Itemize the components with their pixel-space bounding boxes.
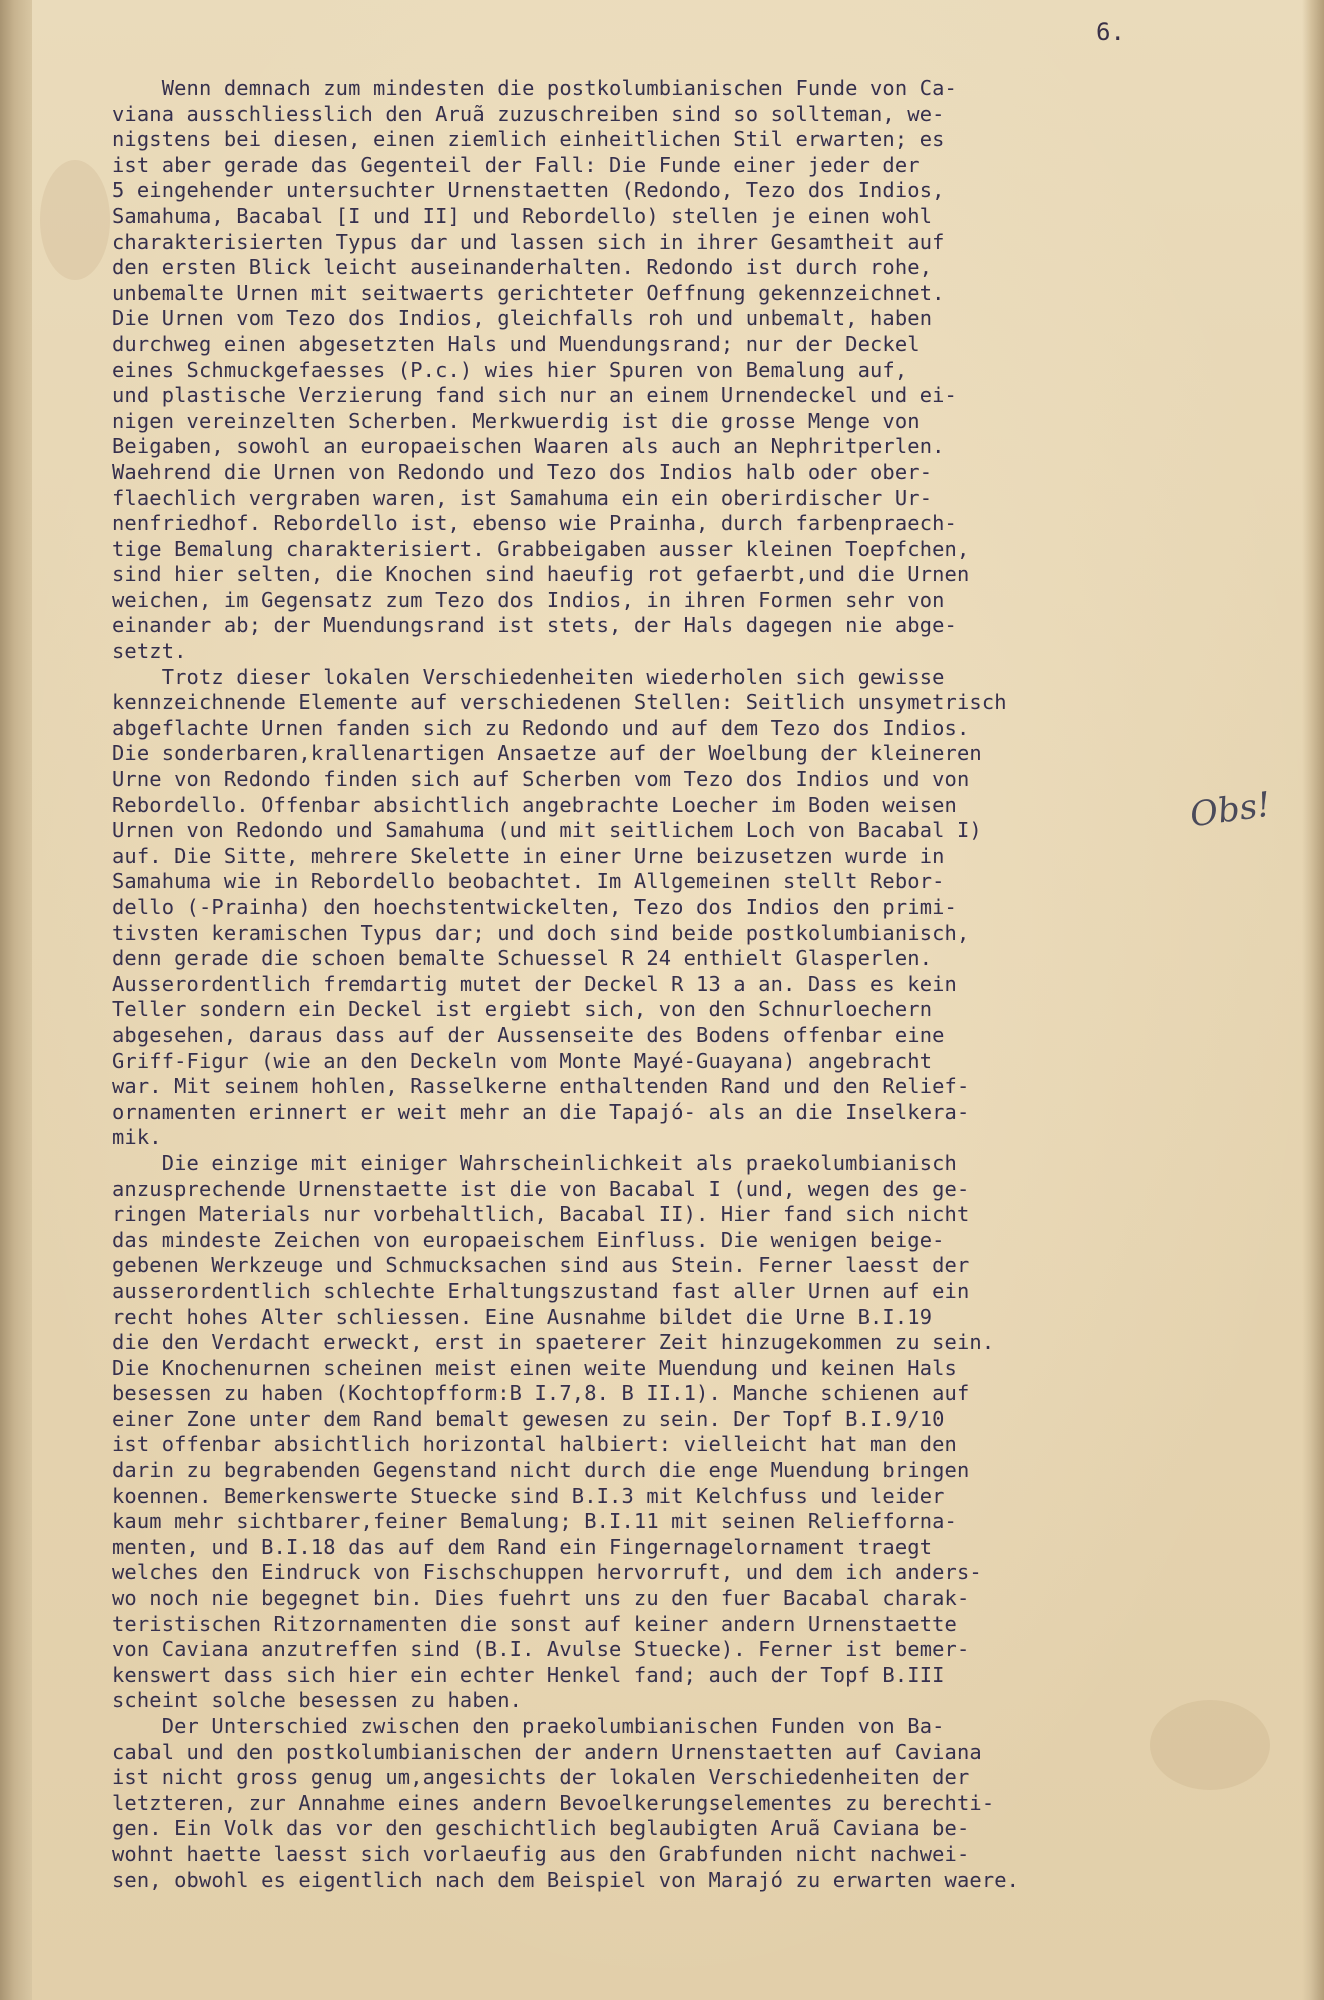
paper-stain: [40, 160, 110, 280]
text-line: mik.: [112, 1125, 162, 1150]
text-line: viana ausschliesslich den Aruã zuzuschreiben sind so sollteman, we-: [112, 101, 945, 126]
text-line: koennen. Bemerkenswerte Stuecke sind B.I.3 mit Kelchfuss und leider: [112, 1483, 945, 1508]
text-line: Ausserordentlich fremdartig mutet der Deckel R 13 a an. Dass es kein: [112, 971, 957, 996]
text-line: flaechlich vergraben waren, ist Samahuma ein ein oberirdischer Ur-: [112, 485, 933, 510]
text-line: einander ab; der Muendungsrand ist stets, der Hals dagegen nie abge-: [112, 613, 957, 638]
text-line: Waehrend die Urnen von Redondo und Tezo dos Indios halb oder ober-: [112, 459, 933, 484]
text-line: einer Zone unter dem Rand bemalt gewesen zu sein. Der Topf B.I.9/10: [112, 1406, 945, 1431]
text-line: den ersten Blick leicht auseinanderhalten. Redondo ist durch rohe,: [112, 255, 933, 280]
text-line: Teller sondern ein Deckel ist ergiebt sich, von den Schnurloechern: [112, 997, 933, 1022]
text-line: Die Knochenurnen scheinen meist einen weite Muendung und keinen Hals: [112, 1355, 957, 1380]
text-line: recht hohes Alter schliessen. Eine Ausnahme bildet die Urne B.I.19: [112, 1304, 933, 1329]
text-line: unbemalte Urnen mit seitwaerts gerichteter Oeffnung gekennzeichnet.: [112, 280, 945, 305]
text-line: gen. Ein Volk das vor den geschichtlich beglaubigten Aruã Caviana be-: [112, 1816, 970, 1841]
text-line: abgeflachte Urnen fanden sich zu Redondo und auf dem Tezo dos Indios.: [112, 715, 970, 740]
text-line: ist nicht gross genug um,angesichts der lokalen Verschiedenheiten der: [112, 1765, 970, 1790]
text-line: tige Bemalung charakterisiert. Grabbeigaben ausser kleinen Toepfchen,: [112, 536, 970, 561]
margin-note-handwritten: Obs!: [1187, 784, 1274, 836]
text-line: wo noch nie begegnet bin. Dies fuehrt uns zu den fuer Bacabal charak-: [112, 1586, 970, 1611]
text-line: tivsten keramischen Typus dar; und doch sind beide postkolumbianisch,: [112, 920, 970, 945]
text-line: ornamenten erinnert er weit mehr an die Tapajó- als an die Inselkera-: [112, 1099, 970, 1124]
text-line: cabal und den postkolumbianischen der andern Urnenstaetten auf Caviana: [112, 1739, 982, 1764]
page-left-edge: [0, 0, 32, 2000]
text-line: anzusprechende Urnenstaette ist die von Bacabal I (und, wegen des ge-: [112, 1176, 970, 1201]
text-line: nigen vereinzelten Scherben. Merkwuerdig ist die grosse Menge von: [112, 408, 920, 433]
text-line: Die einzige mit einiger Wahrscheinlichkeit als praekolumbianisch: [112, 1150, 957, 1175]
text-line: ringen Materials nur vorbehaltlich, Bacabal II). Hier fand sich nicht: [112, 1202, 970, 1227]
text-line: Urnen von Redondo und Samahuma (und mit seitlichem Loch von Bacabal I): [112, 818, 982, 843]
text-line: gebenen Werkzeuge und Schmucksachen sind aus Stein. Ferner laesst der: [112, 1253, 970, 1278]
text-line: scheint solche besessen zu haben.: [112, 1688, 523, 1713]
text-line: Urne von Redondo finden sich auf Scherben vom Tezo dos Indios und von: [112, 767, 970, 792]
text-line: 5 eingehender untersuchter Urnenstaetten (Redondo, Tezo dos Indios,: [112, 178, 945, 203]
text-line: die den Verdacht erweckt, erst in spaeterer Zeit hinzugekommen zu sein.: [112, 1330, 995, 1355]
body-text: [112, 76, 1242, 1893]
text-line: Samahuma, Bacabal [I und II] und Rebordello) stellen je einen wohl: [112, 203, 933, 228]
text-line: von Caviana anzutreffen sind (B.I. Avulse Stuecke). Ferner ist bemer-: [112, 1637, 970, 1662]
text-line: weichen, im Gegensatz zum Tezo dos Indios, in ihren Formen sehr von: [112, 587, 945, 612]
text-line: teristischen Ritzornamenten die sonst auf keiner andern Urnenstaette: [112, 1611, 957, 1636]
text-line: kaum mehr sichtbarer,feiner Bemalung; B.I.11 mit seinen Reliefforna-: [112, 1509, 957, 1534]
page-number: 6.: [1096, 18, 1125, 46]
text-line: wohnt haette laesst sich vorlaeufig aus den Grabfunden nicht nachwei-: [112, 1841, 970, 1866]
text-line: besessen zu haben (Kochtopfform:B I.7,8. B II.1). Manche schienen auf: [112, 1381, 970, 1406]
text-line: nigstens bei diesen, einen ziemlich einheitlichen Stil erwarten; es: [112, 127, 945, 152]
text-line: ist offenbar absichtlich horizontal halbiert: vielleicht hat man den: [112, 1432, 957, 1457]
text-line: kennzeichnende Elemente auf verschiedenen Stellen: Seitlich unsymetrisch: [112, 690, 1007, 715]
text-line: menten, und B.I.18 das auf dem Rand ein Fingernagelornament traegt: [112, 1534, 933, 1559]
text-line: Die sonderbaren,krallenartigen Ansaetze auf der Woelbung der kleineren: [112, 741, 982, 766]
text-line: kenswert dass sich hier ein echter Henkel fand; auch der Topf B.III: [112, 1662, 945, 1687]
text-line: Trotz dieser lokalen Verschiedenheiten wiederholen sich gewisse: [112, 664, 945, 689]
text-line: und plastische Verzierung fand sich nur an einem Urnendeckel und ei-: [112, 383, 957, 408]
text-line: nenfriedhof. Rebordello ist, ebenso wie Prainha, durch farbenpraech-: [112, 511, 957, 536]
text-line: ist aber gerade das Gegenteil der Fall: Die Funde einer jeder der: [112, 152, 920, 177]
text-line: Beigaben, sowohl an europaeischen Waaren als auch an Nephritperlen.: [112, 434, 945, 459]
text-line: Die Urnen vom Tezo dos Indios, gleichfalls roh und unbemalt, haben: [112, 306, 933, 331]
text-line: dello (-Prainha) den hoechstentwickelten, Tezo dos Indios den primi-: [112, 895, 957, 919]
text-line: eines Schmuckgefaesses (P.c.) wies hier Spuren von Bemalung auf,: [112, 357, 908, 382]
text-line: charakterisierten Typus dar und lassen sich in ihrer Gesamtheit auf: [112, 229, 945, 254]
text-line: Wenn demnach zum mindesten die postkolumbianischen Funde von Ca-: [112, 76, 957, 100]
text-line: abgesehen, daraus dass auf der Aussenseite des Bodens offenbar eine: [112, 1022, 945, 1047]
text-line: letzteren, zur Annahme eines andern Bevoelkerungselementes zu berechti-: [112, 1790, 995, 1815]
text-line: sind hier selten, die Knochen sind haeufig rot gefaerbt,und die Urnen: [112, 562, 970, 587]
text-line: welches den Eindruck von Fischschuppen hervorruft, und dem ich anders-: [112, 1560, 982, 1585]
text-line: setzt.: [112, 639, 187, 664]
text-line: das mindeste Zeichen von europaeischem Einfluss. Die wenigen beige-: [112, 1227, 945, 1252]
text-line: war. Mit seinem hohlen, Rasselkerne enthaltenden Rand und den Relief-: [112, 1074, 970, 1099]
page-right-edge: [1302, 0, 1324, 2000]
text-line: Samahuma wie in Rebordello beobachtet. Im Allgemeinen stellt Rebor-: [112, 869, 945, 894]
text-line: ausserordentlich schlechte Erhaltungszustand fast aller Urnen auf ein: [112, 1278, 970, 1303]
text-line: auf. Die Sitte, mehrere Skelette in einer Urne beizusetzen wurde in: [112, 843, 945, 868]
text-line: durchweg einen abgesetzten Hals und Muendungsrand; nur der Deckel: [112, 331, 920, 356]
text-line: Griff-Figur (wie an den Deckeln vom Monte Mayé-Guayana) angebracht: [112, 1048, 933, 1073]
text-line: Rebordello. Offenbar absichtlich angebrachte Loecher im Boden weisen: [112, 792, 957, 817]
text-line: Der Unterschied zwischen den praekolumbianischen Funden von Ba-: [112, 1714, 945, 1738]
text-line: sen, obwohl es eigentlich nach dem Beispiel von Marajó zu erwarten waere.: [112, 1867, 1020, 1892]
text-line: denn gerade die schoen bemalte Schuessel R 24 enthielt Glasperlen.: [112, 946, 933, 971]
text-line: darin zu begrabenden Gegenstand nicht durch die enge Muendung bringen: [112, 1458, 970, 1483]
